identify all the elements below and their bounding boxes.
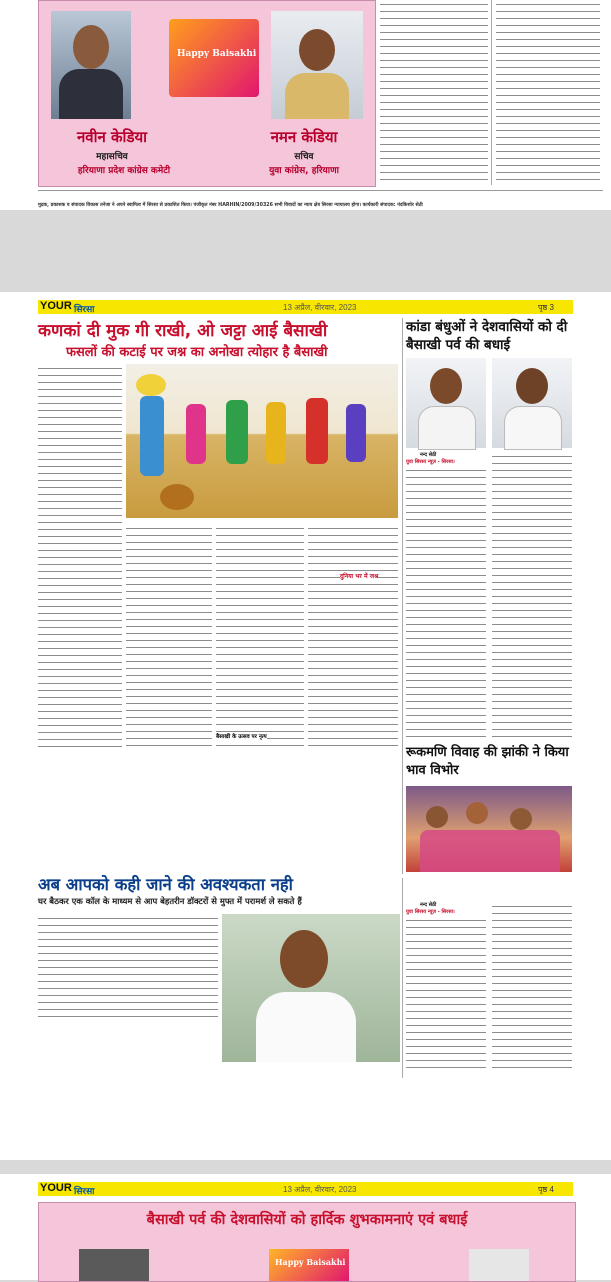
- page-4: [0, 1174, 611, 1280]
- greeting-banner: [38, 1202, 576, 1282]
- banner-photo-right: [469, 1249, 529, 1281]
- previous-page: [0, 0, 611, 210]
- side-text-col2: [492, 452, 572, 740]
- baisakhi-dance-photo: [126, 364, 398, 518]
- banner-badge-text: Happy Baisakhi: [275, 1257, 346, 1267]
- lead-text-col4: [308, 524, 398, 748]
- side-photo-person1: [406, 358, 486, 448]
- bottom-subhead: घर बैठकर एक कॉल के माध्यम से आप बेहतरीन डॉक्टरों से मुफ्त में परामर्श ले सकते हैं: [38, 896, 302, 906]
- baisakhi-badge-image: [169, 19, 259, 97]
- side-text-col1: [406, 466, 486, 740]
- person1-role: महासचिव: [96, 152, 128, 162]
- doctor-ad-photo: [222, 914, 400, 1062]
- wedding-photo: [406, 786, 572, 872]
- side-photo-person2: [492, 358, 572, 448]
- page4-header: [38, 1182, 573, 1196]
- brand-logo: YOUR: [40, 300, 72, 312]
- wedding-byline: नन्द सेठी: [420, 902, 437, 908]
- wedding-text-col1: [406, 916, 486, 1072]
- person2-org: युवा कांग्रेस, हरियाणा: [269, 166, 339, 176]
- top-article-col2: [496, 0, 600, 185]
- city-label: सिरसा: [74, 304, 95, 314]
- greeting-ad: [38, 0, 376, 187]
- top-article-col1: [380, 0, 488, 185]
- lead-headline: कणकां दी मुक गी राखी, ओ जट्टा आई बैसाखी: [38, 321, 328, 341]
- side-headline: कांडा बंधुओं ने देशवासियों को दी बैसाखी पर्व की बधाई: [406, 319, 568, 353]
- banner-badge: [269, 1249, 349, 1281]
- side-byline: नन्द सेठी: [420, 452, 437, 458]
- person1-org: हरियाणा प्रदेश कांग्रेस कमेटी: [77, 166, 171, 176]
- page-number: पृष्ठ 3: [538, 303, 554, 312]
- imprint-line: मुद्रक, प्रकाशक व संपादक विकास तनेजा ने अपने स्वामित्व में सिरसा से प्रकाशित किया। पंजीकृत नंबर HARHIN/2009/30326 सभी विवादों का न्याय क्षेत्र सिरसा न्यायालय होगा। कार्यकारी संपादक: नंदकिशोर सेठी: [38, 190, 603, 203]
- badge-text: Happy Baisakhi: [177, 49, 257, 59]
- city-label-p4: सिरसा: [74, 1186, 95, 1196]
- page-number-p4: पृष्ठ 4: [538, 1185, 554, 1194]
- bottom-headline: अब आपको कही जाने की अवश्यकता नही: [38, 875, 293, 894]
- banner-title: बैसाखी पर्व की देशवासियों को हार्दिक शुभकामनाएं एवं बधाई: [146, 1212, 468, 1228]
- date-label-p4: 13 अप्रैल, वीरवार, 2023: [283, 1185, 357, 1194]
- article-subheading-dance: बैसाखी के उत्सव पर नृत्य: [216, 734, 267, 740]
- person2-photo: [271, 11, 363, 119]
- wedding-headline: रूकमणि विवाह की झांकी ने किया भाव विभोर: [406, 745, 569, 778]
- wedding-dateline: युवा सिरसा न्यूज़ - सिरसा।: [406, 909, 455, 915]
- article-subheading-world: दुनिया भर में जश्न: [340, 573, 379, 580]
- page3-header: [38, 300, 573, 314]
- side-dateline: युवा सिरसा न्यूज़ - सिरसा।: [406, 459, 455, 465]
- page-3: [0, 292, 611, 1160]
- lead-text-col1: [38, 364, 122, 748]
- person2-role: सचिव: [294, 152, 314, 162]
- banner-photo-left: [79, 1249, 149, 1281]
- lead-subhead: फसलों की कटाई पर जश्न का अनोखा त्योहार है बैसाखी: [66, 345, 328, 360]
- person1-photo: [51, 11, 131, 119]
- brand-logo-p4: YOUR: [40, 1182, 72, 1194]
- lead-text-col3: [216, 524, 304, 748]
- wedding-text-col2: [492, 902, 572, 1072]
- lead-text-col2: [126, 524, 212, 748]
- bottom-text-col1: [38, 914, 218, 1020]
- person1-name: नवीन केडिया: [76, 128, 148, 146]
- person2-name: नमन केडिया: [270, 128, 338, 146]
- date-label: 13 अप्रैल, वीरवार, 2023: [283, 303, 357, 312]
